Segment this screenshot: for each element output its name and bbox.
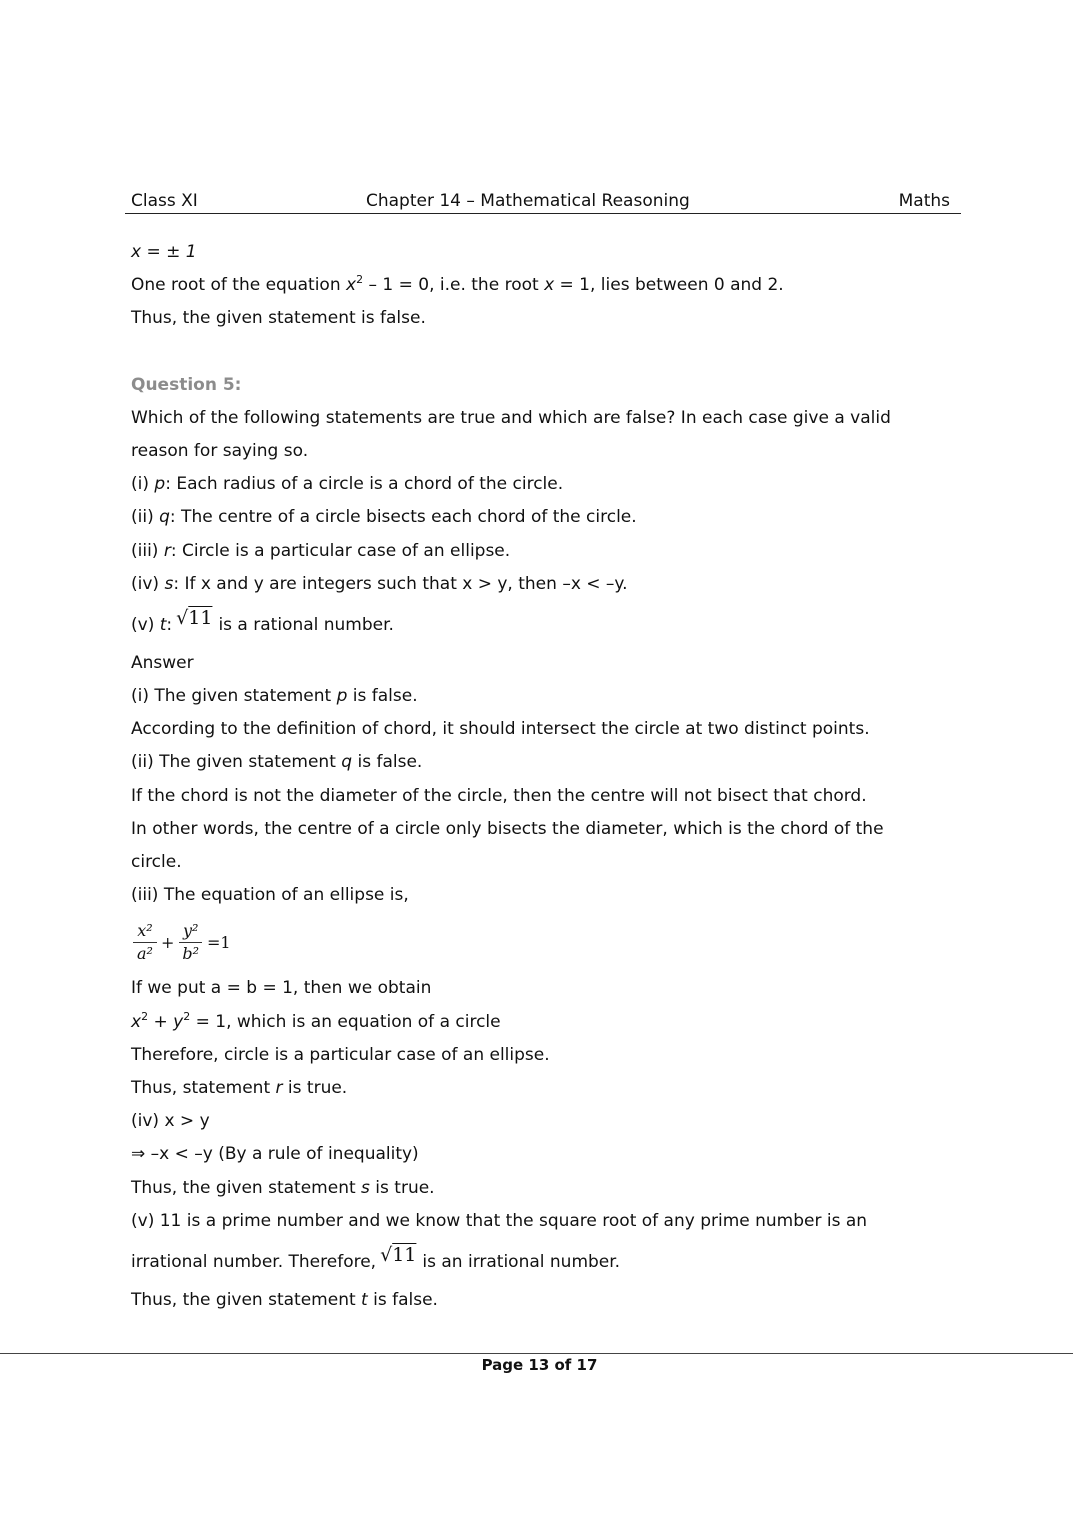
- question-text: Which of the following statements are true and which are false? In each case give a valid: [131, 407, 891, 428]
- question-text: reason for saying so.: [131, 440, 309, 461]
- prev-line-1: x = ± 1: [131, 242, 197, 262]
- question-item: (v) t: √11 is a rational number.: [131, 601, 961, 647]
- header-class: Class XI: [131, 191, 198, 211]
- sqrt-symbol: √11: [176, 606, 213, 629]
- answer-title: Answer: [131, 652, 194, 673]
- page-number: Page 13 of 17: [481, 1356, 598, 1374]
- answer-line: (iii) The equation of an ellipse is,: [131, 885, 409, 906]
- answer-line: Thus, statement r is true.: [131, 1077, 348, 1098]
- answer-line: (i) The given statement p is false.: [131, 686, 418, 707]
- answer-line: If the chord is not the diameter of the circle, then the centre will not bisect that chord.: [131, 785, 867, 806]
- header-chapter: Chapter 14 – Mathematical Reasoning: [366, 191, 690, 211]
- answer-line: (iv) x > y: [131, 1111, 210, 1132]
- question-item: (i) p: Each radius of a circle is a chord of the circle.: [131, 474, 564, 495]
- prev-line-3: Thus, the given statement is false.: [131, 308, 426, 329]
- question-item: (iv) s: If x and y are integers such that x > y, then –x < –y.: [131, 573, 628, 594]
- ellipse-equation: $\frac{\text{x²}}{\text{a²}}$ + $\frac{\text{y²}}{\text{b²}}$ =1: [131, 912, 961, 972]
- answer-line: According to the definition of chord, it should intersect the circle at two distinct points.: [131, 719, 870, 740]
- answer-line: In other words, the centre of a circle only bisects the diameter, which is the chord of the: [131, 818, 884, 839]
- answer-line: (ii) The given statement q is false.: [131, 752, 423, 773]
- question-item: (ii) q: The centre of a circle bisects each chord of the circle.: [131, 507, 637, 528]
- page-content: [131, 236, 961, 1317]
- answer-line: $x^2 + y^2 = 1$, which is an equation of a circle: [131, 1009, 501, 1032]
- answer-line: irrational number. Therefore, √11 is an irrational number.: [131, 1238, 961, 1284]
- answer-line: circle.: [131, 852, 182, 872]
- sqrt-symbol: √11: [380, 1243, 417, 1266]
- question-title: Question 5:: [131, 374, 242, 395]
- answer-line: Therefore, circle is a particular case of an ellipse.: [131, 1044, 550, 1065]
- question-item: (iii) r: Circle is a particular case of an ellipse.: [131, 540, 511, 561]
- answer-line: ⇒ –x < –y (By a rule of inequality): [131, 1144, 419, 1165]
- answer-line: If we put a = b = 1, then we obtain: [131, 978, 432, 999]
- page-header: [125, 189, 961, 214]
- answer-line: (v) 11 is a prime number and we know that the square root of any prime number is an: [131, 1210, 868, 1231]
- answer-line: Thus, the given statement t is false.: [131, 1289, 438, 1310]
- answer-line: Thus, the given statement s is true.: [131, 1177, 435, 1198]
- header-subject: Maths: [898, 191, 950, 211]
- footer-divider: [0, 1353, 1073, 1354]
- prev-line-2: One root of the equation $x^2 - 1 = 0$, i.e. the root x = 1, lies between 0 and 2.: [131, 273, 784, 296]
